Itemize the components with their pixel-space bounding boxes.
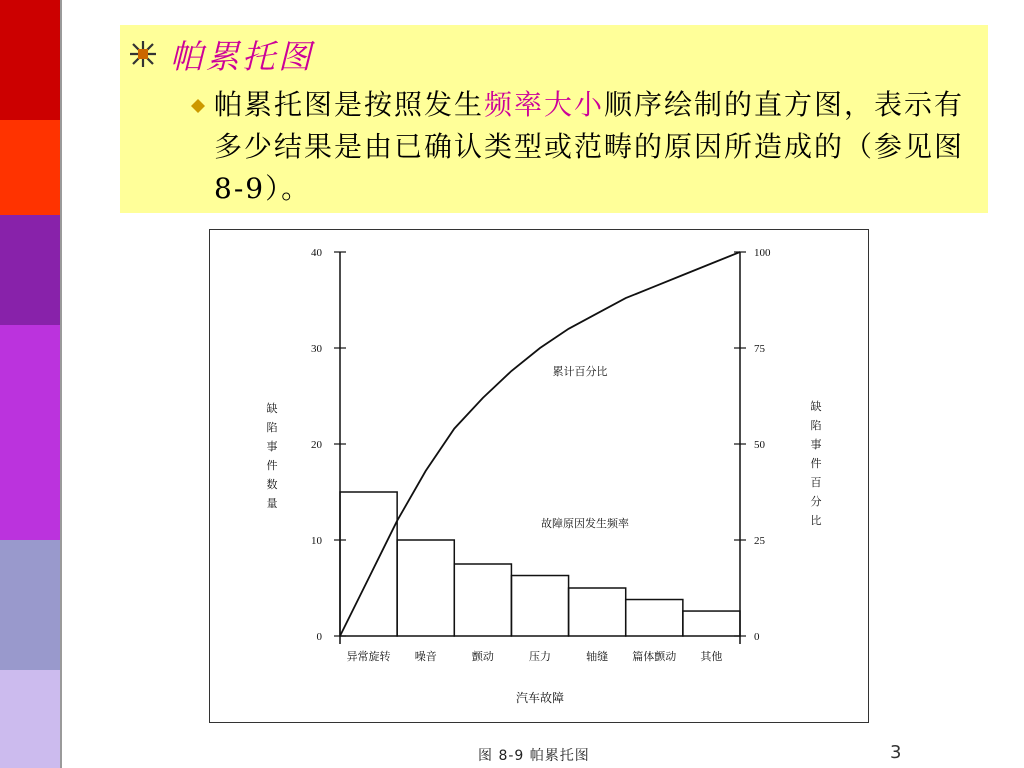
right-tick-label-1: 25: [754, 535, 765, 547]
body-highlight: 频率大小: [484, 88, 605, 121]
left-tick-label-1: 10: [311, 535, 322, 547]
annotation-cumulative: 累计百分比: [552, 365, 608, 378]
category-label-1: 噪音: [414, 650, 437, 663]
left-bar-segment: [0, 0, 60, 120]
bar-6: [683, 611, 740, 636]
starburst-icon: [128, 39, 158, 69]
left-tick-label-4: 40: [311, 247, 322, 259]
slide-title: 帕累托图: [170, 36, 314, 76]
left-bar-segment: [0, 670, 60, 768]
bullet-diamond-icon: [191, 99, 205, 113]
left-bar-rule: [60, 0, 62, 768]
annotation-frequency: 故障原因发生频率: [541, 517, 629, 530]
cumulative-percent-line: [340, 252, 740, 636]
body-paragraph: [214, 84, 984, 210]
y-left-label-char-3: 件: [266, 459, 278, 472]
x-axis-label: 汽车故障: [515, 691, 565, 705]
y-right-label-char-2: 事: [810, 438, 822, 451]
left-bar-segment: [0, 540, 60, 670]
y-right-label-char-4: 百: [810, 476, 822, 489]
category-label-0: 异常旋转: [346, 650, 391, 663]
body-text-end: 顺序绘制的直方图，表示有多少结果是由已确认类型或范畴的原因所造成的（参见图8-9）。: [214, 88, 965, 205]
bar-1: [397, 540, 454, 636]
bar-2: [454, 564, 511, 636]
left-bar-segment: [0, 215, 60, 325]
left-decorative-bar: [0, 0, 60, 768]
left-tick-label-3: 30: [311, 343, 322, 355]
y-right-label-char-3: 件: [810, 457, 822, 470]
y-right-label-char-5: 分: [810, 495, 822, 508]
y-right-label-char-1: 陷: [810, 419, 822, 432]
left-bar-segment: [0, 325, 60, 540]
body-text-start: 帕累托图是按照发生: [214, 88, 485, 121]
category-label-3: 压力: [529, 650, 551, 663]
y-right-label-char-0: 缺: [810, 400, 822, 413]
category-label-2: 颤动: [471, 650, 494, 663]
bar-4: [569, 588, 626, 636]
bar-0: [340, 492, 397, 636]
right-tick-label-4: 100: [754, 247, 771, 259]
right-tick-label-3: 75: [754, 343, 765, 355]
y-left-label-char-2: 事: [266, 440, 278, 453]
category-label-4: 轴缝: [586, 650, 609, 663]
left-tick-label-0: 0: [316, 631, 322, 643]
y-left-label-char-4: 数: [266, 478, 278, 491]
y-left-label-char-1: 陷: [266, 421, 278, 434]
left-bar-segment: [0, 120, 60, 215]
chart-svg: [210, 230, 868, 722]
figure-caption: 图 8-9 帕累托图: [478, 748, 590, 764]
bar-3: [511, 576, 568, 636]
left-tick-label-2: 20: [311, 439, 322, 451]
bar-5: [626, 600, 683, 636]
right-tick-label-2: 50: [754, 439, 765, 451]
category-label-5: 篇体颤动: [632, 650, 677, 663]
right-tick-label-0: 0: [754, 631, 760, 643]
pareto-chart: [209, 229, 869, 723]
category-label-6: 其他: [700, 650, 723, 663]
y-right-label-char-6: 比: [810, 514, 822, 527]
title-row: [128, 34, 314, 74]
slide-number: 3: [890, 742, 902, 763]
y-left-label-char-5: 量: [266, 497, 278, 510]
y-left-label-char-0: 缺: [266, 402, 278, 415]
